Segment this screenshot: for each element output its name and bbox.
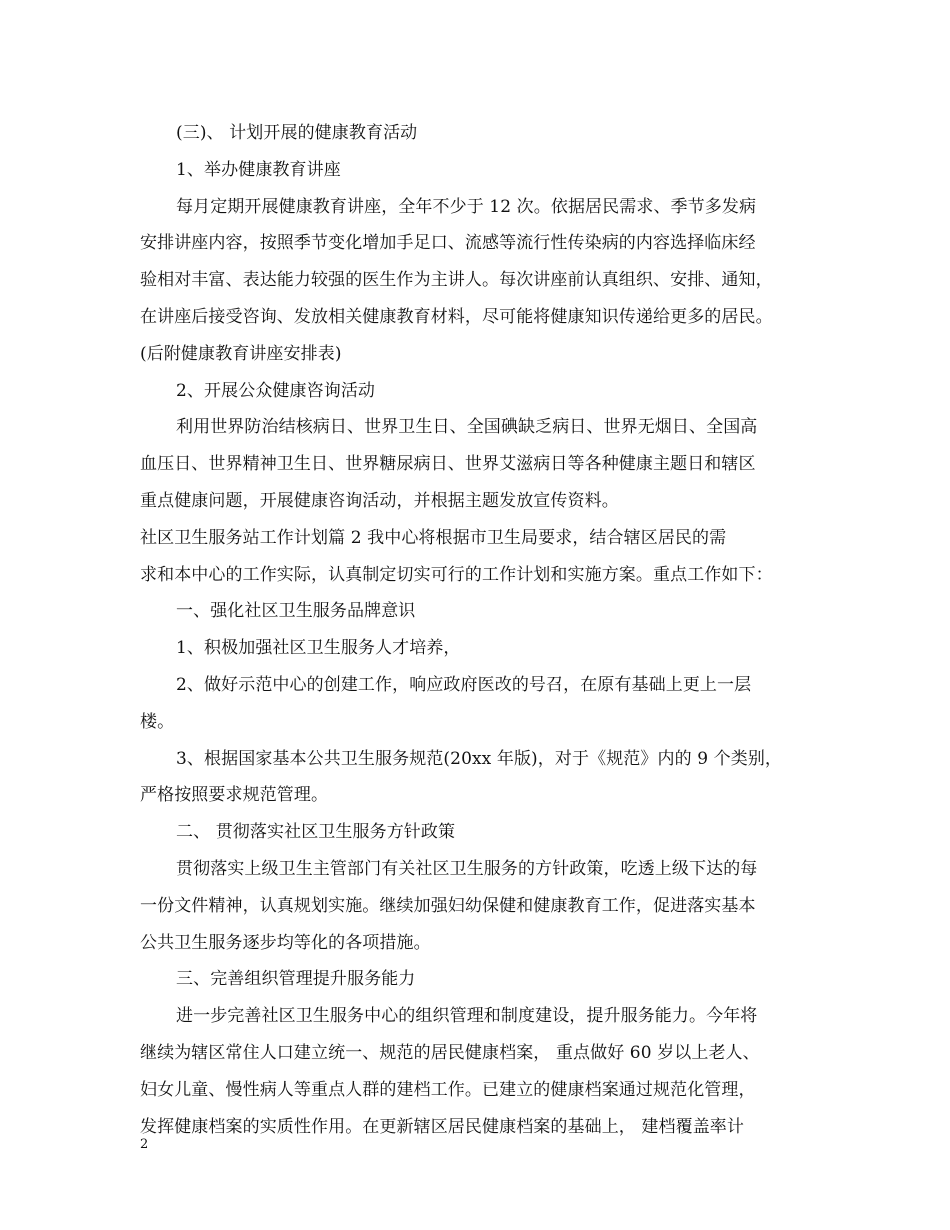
text-line: (三)、 计划开展的健康教育活动 bbox=[176, 123, 418, 143]
text-line: 在讲座后接受咨询、发放相关健康教育材料，尽可能将健康知识传递给更多的居民。 bbox=[140, 307, 773, 327]
text-line: 3、根据国家基本公共卫生服务规范(20xx 年版)，对于《规范》内的 9 个类别， bbox=[176, 748, 783, 769]
text-line: 2、开展公众健康咨询活动 bbox=[176, 380, 376, 401]
text-line: 进一步完善社区卫生服务中心的组织管理和制度建设，提升服务能力。今年将 bbox=[176, 1006, 758, 1027]
text-line: 重点健康问题，开展健康咨询活动，并根据主题发放宣传资料。 bbox=[140, 491, 619, 511]
page-number: 2 bbox=[140, 1137, 149, 1152]
text-line: 发挥健康档案的实质性作用。在更新辖区居民健康档案的基础上， 建档覆盖率计 bbox=[140, 1116, 745, 1137]
text-line: 安排讲座内容，按照季节变化增加手足口、流感等流行性传染病的内容选择临床经 bbox=[140, 233, 756, 254]
text-line: 一、强化社区卫生服务品牌意识 bbox=[176, 601, 416, 622]
text-line: (后附健康教育讲座安排表) bbox=[140, 343, 342, 364]
text-line: 1、举办健康教育讲座 bbox=[176, 159, 341, 180]
text-line: 二、 贯彻落实社区卫生服务方针政策 bbox=[176, 822, 456, 843]
text-line: 求和本中心的工作实际，认真制定切实可行的工作计划和实施方案。重点工作如下： bbox=[140, 564, 773, 585]
text-line: 1、积极加强社区卫生服务人才培养， bbox=[176, 638, 461, 659]
text-line: 社区卫生服务站工作计划篇 2 我中心将根据市卫生局要求，结合辖区居民的需 bbox=[140, 527, 727, 548]
text-line: 一份文件精神，认真规划实施。继续加强妇幼保健和健康教育工作，促进落实基本 bbox=[140, 895, 756, 916]
text-line: 楼。 bbox=[140, 711, 175, 732]
text-line: 贯彻落实上级卫生主管部门有关社区卫生服务的方针政策，吃透上级下达的每 bbox=[176, 859, 758, 879]
text-line: 每月定期开展健康教育讲座，全年不少于 12 次。依据居民需求、季节多发病 bbox=[176, 196, 757, 217]
text-line: 继续为辖区常住人口建立统一、规范的居民健康档案， 重点做好 60 岁以上老人、 bbox=[140, 1043, 760, 1063]
text-line: 血压日、世界精神卫生日、世界糖尿病日、世界艾滋病日等各种健康主题日和辖区 bbox=[140, 454, 756, 475]
text-line: 严格按照要求规范管理。 bbox=[140, 785, 329, 806]
text-line: 2、做好示范中心的创建工作，响应政府医改的号召，在原有基础上更上一层 bbox=[176, 675, 752, 695]
text-line: 三、完善组织管理提升服务能力 bbox=[176, 969, 416, 990]
text-line: 验相对丰富、表达能力较强的医生作为主讲人。每次讲座前认真组织、安排、通知， bbox=[140, 270, 773, 291]
text-line: 利用世界防治结核病日、世界卫生日、全国碘缺乏病日、世界无烟日、全国高 bbox=[176, 417, 758, 438]
text-line: 公共卫生服务逐步均等化的各项措施。 bbox=[140, 932, 431, 953]
text-line: 妇女儿童、慢性病人等重点人群的建档工作。已建立的健康档案通过规范化管理， bbox=[140, 1079, 756, 1100]
